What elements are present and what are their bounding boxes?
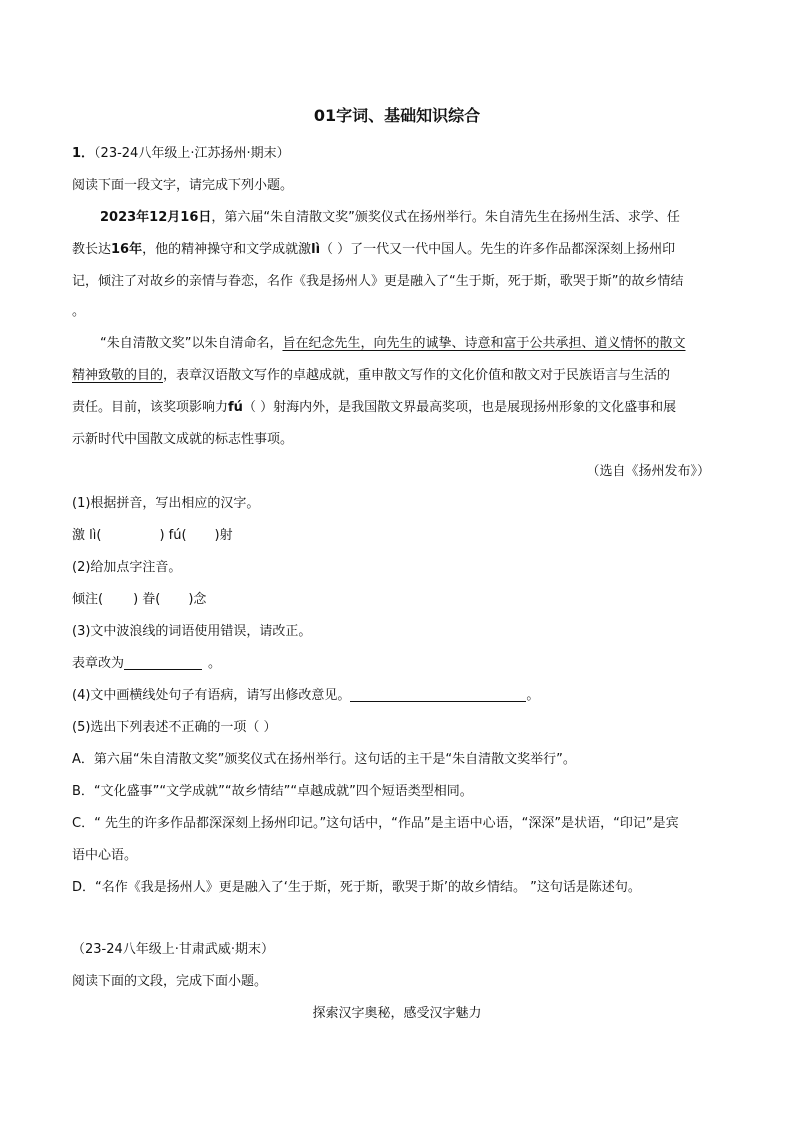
passage-text: 责任。目前，该奖项影响力: [72, 400, 229, 415]
date-text: 2023年12月16日: [100, 210, 212, 225]
answer-label: 倾注(: [72, 592, 104, 607]
answer-blank[interactable]: [124, 655, 202, 670]
passage-line: [72, 398, 676, 418]
answer-label: 。: [526, 688, 540, 703]
answer-label: 。: [208, 656, 222, 671]
passage-heading: 探索汉字奥秘，感受汉字魅力: [312, 1006, 482, 1021]
question-2-source: （23-24八年级上·甘肃武威·期末）: [72, 942, 275, 957]
subquestion-text: (4)文中画横线处句子有语病，请写出修改意见。: [72, 688, 351, 703]
answer-line-3: [72, 654, 221, 674]
passage-text: ，表章汉语散文写作的卓越成就，重申散文写作的文化价值和散文对于民族语言与生活的: [163, 368, 671, 383]
passage-line: [72, 240, 675, 260]
passage-text: （ ）了一代又一代中国人。先生的许多作品都深深刻上扬州印: [320, 242, 676, 257]
subquestion-3: (3)文中波浪线的词语使用错误，请改正。: [72, 624, 312, 639]
answer-line-1: [72, 526, 233, 546]
passage-text: 教长达: [72, 242, 112, 257]
passage-line: 示新时代中国散文成就的标志性事项。: [72, 432, 294, 447]
passage-text: （ ）射海内外，是我国散文界最高奖项，也是展现扬州形象的文化盛事和展: [242, 400, 677, 415]
question-source: （23-24八年级上·江苏扬州·期末）: [94, 146, 290, 161]
answer-label: )射: [214, 528, 233, 543]
underlined-sentence: 精神致敬的目的: [72, 368, 164, 383]
pinyin-text: fú: [228, 400, 243, 415]
passage-line: [100, 208, 680, 228]
passage-line: 记，倾注了对故乡的亲情与眷恋，名作《我是扬州人》更是融入了“生于斯，死于斯，歌哭于斯”的故乡情结: [72, 274, 684, 289]
answer-label: ) fú(: [159, 528, 187, 543]
question-1-header: [72, 144, 290, 164]
answer-label: )念: [188, 592, 207, 607]
answer-line-2: [72, 590, 206, 610]
passage-line: 。: [72, 304, 86, 319]
answer-blank[interactable]: [350, 687, 526, 702]
passage-text: ，他的精神操守和文学成就激: [142, 242, 312, 257]
answer-label: 激 lì(: [72, 528, 102, 543]
option-d: D．“名作《我是扬州人》更是融入了‘生于斯，死于斯，歌哭于斯’的故乡情结。 ”这句话是陈述句。: [72, 880, 641, 895]
question-number: 1．: [72, 146, 95, 161]
option-c: C．“ 先生的许多作品都深深刻上扬州印记。”这句话中，“作品”是主语中心语，“深深”是状语，“印记”是宾: [72, 816, 679, 831]
passage-text: 16年: [111, 242, 143, 257]
page-title: 01字词、基础知识综合: [313, 106, 481, 125]
option-c-continued: 语中心语。: [72, 848, 138, 863]
answer-label: ) 眷(: [133, 592, 161, 607]
passage-line: [100, 334, 686, 354]
subquestion-4: [72, 686, 539, 706]
answer-label: 表章改为: [72, 656, 125, 671]
subquestion-5: (5)选出下列表述不正确的一项（ ）: [72, 720, 277, 735]
subquestion-2: (2)给加点字注音。: [72, 560, 182, 575]
passage-line: [72, 366, 670, 386]
question-instruction: 阅读下面一段文字，请完成下列小题。: [72, 178, 294, 193]
subquestion-1: (1)根据拼音，写出相应的汉字。: [72, 496, 260, 511]
citation: （选自《扬州发布》）: [586, 464, 710, 479]
pinyin-text: lì: [311, 242, 321, 257]
option-b: B．“文化盛事”“文学成就”“故乡情结”“卓越成就”四个短语类型相同。: [72, 784, 473, 799]
option-a: A．第六届“朱自清散文奖”颁奖仪式在扬州举行。这句话的主干是“朱自清散文奖举行”。: [72, 752, 576, 767]
question-2-instruction: 阅读下面的文段，完成下面小题。: [72, 974, 268, 989]
passage-text: “朱自清散文奖”以朱自清命名，: [100, 336, 283, 351]
underlined-sentence: 旨在纪念先生，向先生的诚挚、诗意和富于公共承担、道义情怀的散文: [282, 336, 686, 351]
passage-text: ，第六届“朱自清散文奖”颁奖仪式在扬州举行。朱自清先生在扬州生活、求学、任: [211, 210, 680, 225]
